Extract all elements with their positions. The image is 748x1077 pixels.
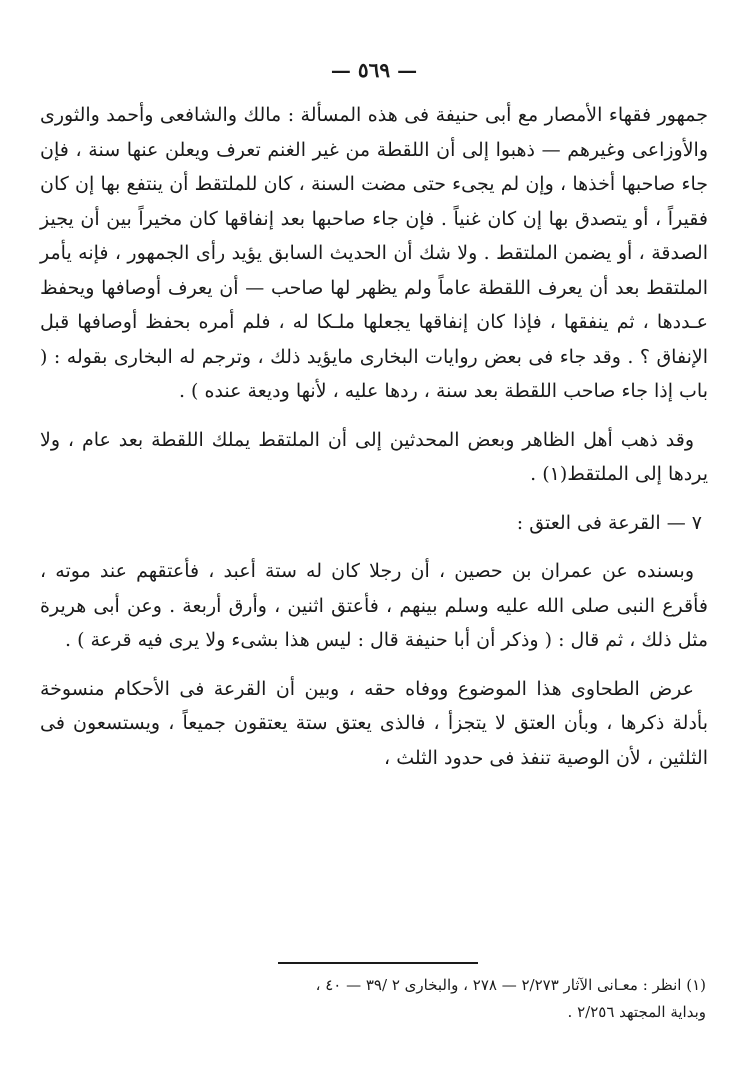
paragraph-majority-opinion: جمهور فقهاء الأمصار مع أبى حنيفة فى هذه المسألة : مالك والشافعى وأحمد والثورى والأوزاعى وغيرهم — ذهبوا إلى أن اللقطة من غير الغنم تعرف ويعلن عنها سنة ، فإن جاء صاحبها أخذها ، وإن لم يجىء حتى مضت السنة ، كان للملتقط أن ينتفع بها إن كان فقيراً ، أو يتصدق بها إن كان غنياً . فإن جاء صاحبها بعد إنفاقها كان مخيراً بين أن يجيز الصدقة ، أو يضمن الملتقط . ولا شك أن الحديث السابق يؤيد رأى الجمهور ، فإنه يأمر الملتقط بعد أن يعرف اللقطة عاماً ولم يظهر لها صاحب — أن يعرف أوصافها ويحفظ عـددها ، ثم ينفقها ، فإذا كان إنفاقها يجعلها ملـكا له ، فلم أمره بحفظ أوصافها قبل الإنفاق ؟ . وقد جاء فى بعض روايات البخارى مايؤيد ذلك ، وترجم له البخارى بقوله : ( باب إذا جاء صاحب اللقطة بعد سنة ، ردها عليه ، لأنها وديعة عنده ) . (40, 104, 708, 402)
section-heading: ٧ — القرعة فى العتق : (516, 511, 702, 534)
paragraph-tahawi: عرض الطحاوى هذا الموضوع ووفاه حقه ، وبين أن القرعة فى الأحكام منسوخة بأدلة ذكرها ، وبأن العتق لا يتجزأ ، فالذى يعتق ستة يعتقون جميعاً ، ويستسعون فى الثلثين ، لأن الوصية تنفذ فى حدود الثلث ، (40, 677, 708, 769)
paragraph-hadith-imran: وبسنده عن عمران بن حصين ، أن رجلا كان له ستة أعبد ، فأعتقهم عند موته ، فأقرع النبى صلى الله عليه وسلم بينهم ، فأعتق اثنين ، وأرق أربعة . وعن أبى هريرة مثل ذلك ، ثم قال : ( وذكر أن أبا حنيفة قال : ليس هذا بشىء ولا يرى فيه قرعة ) . (40, 560, 708, 651)
paragraph-zahiri-opinion: وقد ذهب أهل الظاهر وبعض المحدثين إلى أن الملتقط يملك اللقطة بعد عام ، ولا يردها إلى الملتقط(١) . (40, 428, 708, 485)
footnote-line: (١) انظر : معـانى الآثار ٢/٢٧٣ — ٢٧٨ ، والبخارى ٢ /٣٩ — ٤٠ ، (315, 976, 706, 994)
page-number: — ٥٦٩ — (330, 58, 418, 82)
main-text (40, 98, 708, 789)
footnote-line: وبداية المجتهد ٢/٢٥٦ . (567, 1003, 706, 1021)
footnotes (42, 972, 706, 1026)
footnote-divider (278, 962, 478, 964)
